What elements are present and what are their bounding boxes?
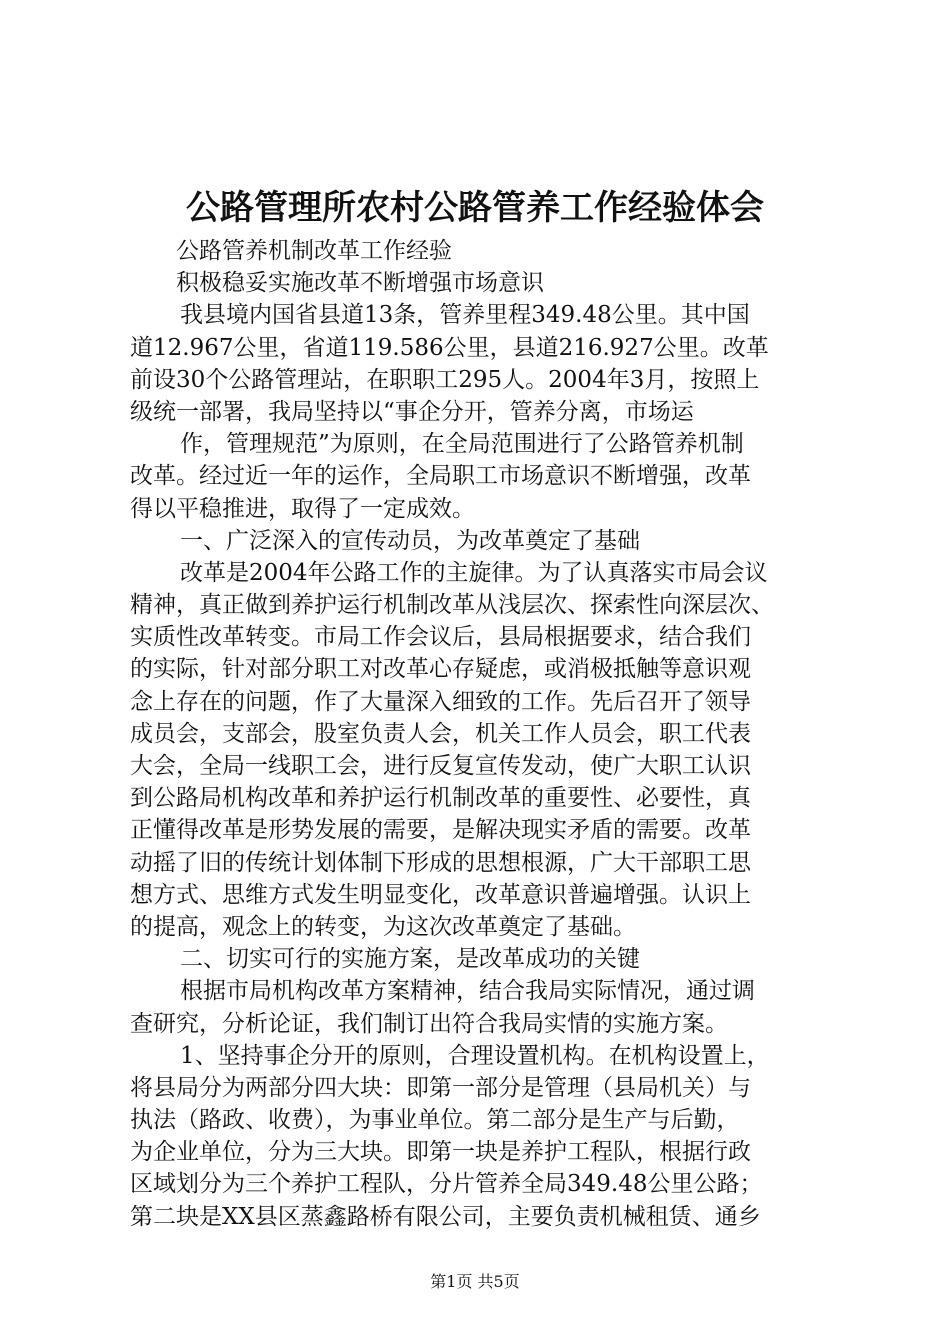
paragraph-line: 我县境内国省县道13条，管养里程349.48公里。其中国 (180, 302, 750, 329)
page-number-footer: 第1页 共5页 (430, 1272, 520, 1291)
paragraph-line: 想方式、思维方式发生明显变化，改革意识普遍增强。认识上 (130, 881, 751, 908)
subtitle-line: 积极稳妥实施改革不断增强市场意识 (176, 270, 544, 297)
paragraph-line: 得以平稳推进，取得了一定成效。 (130, 495, 475, 522)
paragraph-line: 到公路局机构改革和养护运行机制改革的重要性、必要性，真 (130, 785, 751, 812)
paragraph-line: 的实际，针对部分职工对改革心存疑虑，或消极抵触等意识观 (130, 656, 751, 683)
paragraph-line: 级统一部署，我局坚持以“事企分开，管养分离，市场运 (130, 398, 694, 425)
section-heading: 一、广泛深入的宣传动员，为改革奠定了基础 (180, 527, 640, 554)
section-heading: 二、切实可行的实施方案，是改革成功的关键 (180, 946, 640, 973)
paragraph-line: 将县局分为两部分四大块：即第一部分是管理（县局机关）与 (130, 1074, 751, 1101)
paragraph-line: 精神，真正做到养护运行机制改革从浅层次、探索性向深层次、 (130, 592, 774, 619)
paragraph-line: 正懂得改革是形势发展的需要，是解决现实矛盾的需要。改革 (130, 817, 751, 844)
paragraph-line: 改革。经过近一年的运作，全局职工市场意识不断增强，改革 (130, 463, 751, 490)
document-body (130, 235, 830, 1233)
paragraph-line: 根据市局机构改革方案精神，结合我局实际情况，通过调 (180, 978, 755, 1005)
paragraph-line: 念上存在的问题，作了大量深入细致的工作。先后召开了领导 (130, 688, 751, 715)
paragraph-line: 大会，全局一线职工会，进行反复宣传发动，使广大职工认识 (130, 753, 751, 779)
paragraph-line: 第二块是XX县区蒸鑫路桥有限公司，主要负责机械租赁、通乡 (130, 1203, 761, 1230)
paragraph-line: 1、坚持事企分开的原则，合理设置机构。在机构设置上， (180, 1042, 770, 1069)
paragraph-line: 执法（路政、收费），为事业单位。第二部分是生产与后勤， (130, 1107, 740, 1134)
paragraph-line: 区域划分为三个养护工程队，分片管养全局349.48公里公路； (130, 1171, 763, 1198)
paragraph-line: 改革是2004年公路工作的主旋律。为了认真落实市局会议 (180, 559, 768, 586)
paragraph-line: 道12.967公里，省道119.586公里，县道216.927公里。改革 (130, 334, 769, 361)
paragraph-line: 为企业单位，分为三大块。即第一块是养护工程队，根据行政 (130, 1139, 751, 1166)
paragraph-line: 成员会，支部会，股室负责人会，机关工作人员会，职工代表 (130, 720, 751, 747)
paragraph-line: 前设30个公路管理站，在职职工295人。2004年3月，按照上 (130, 366, 760, 393)
document-title: 公路管理所农村公路管养工作经验体会 (186, 188, 764, 228)
paragraph-line: 的提高，观念上的转变，为这次改革奠定了基础。 (130, 913, 636, 940)
paragraph-line: 查研究，分析论证，我们制订出符合我局实情的实施方案。 (130, 1010, 728, 1037)
subtitle-line: 公路管养机制改革工作经验 (176, 238, 452, 264)
paragraph-line: 作，管理规范”为原则，在全局范围进行了公路管养机制 (180, 431, 744, 458)
paragraph-line: 动摇了旧的传统计划体制下形成的思想根源，广大干部职工思 (130, 849, 751, 876)
paragraph-line: 实质性改革转变。市局工作会议后，县局根据要求，结合我们 (130, 624, 751, 651)
